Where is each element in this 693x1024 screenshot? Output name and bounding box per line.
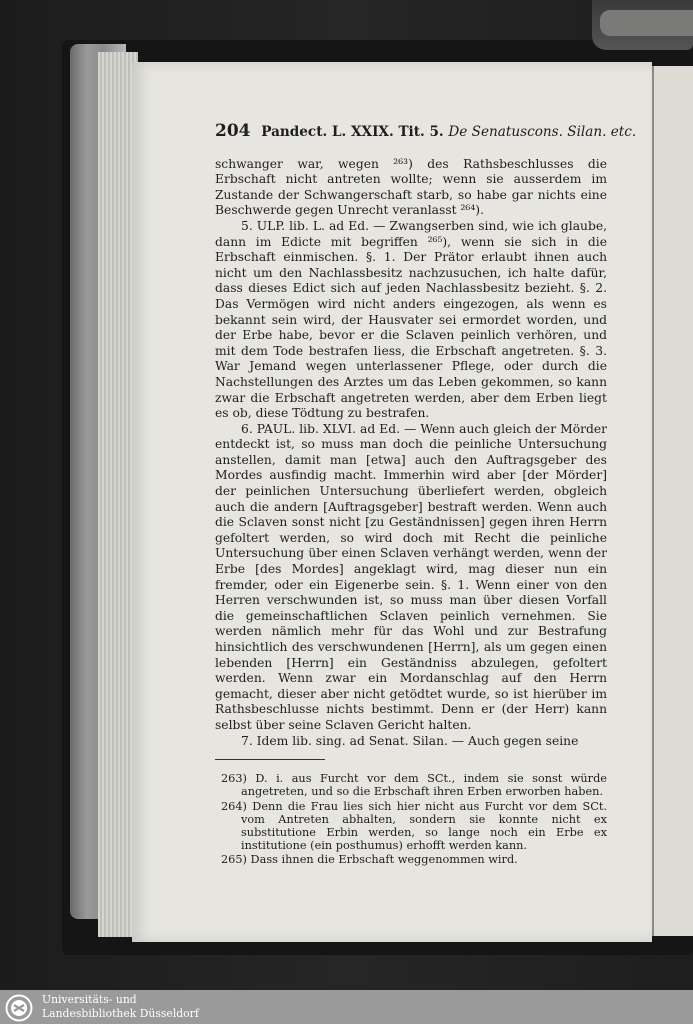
library-name-line2: Landesbibliothek Düsseldorf — [42, 1007, 199, 1020]
paragraph-continued: schwanger war, wegen ²⁶³) des Rathsbeschlusses die Erbschaft nicht antreten wollte; wenn sie ausserdem im Zustande der Schwangerschaft starb, so habe gar nichts eine Beschwerde gegen Unrecht veranlasst ²⁶⁴). — [215, 156, 607, 218]
cc-ulb-logo-icon — [5, 994, 33, 1022]
paragraph-ulp: 5. ULP. lib. L. ad Ed. — Zwangserben sind, wie ich glaube, dann im Edicte mit begriffen ²⁶⁵), wenn sie sich in die Erbschaft einmischen. §. 1. Der Prätor erlaubt ihnen auch nicht um den Nachlassbesitz nachzusuchen, ich halte dafür, dass dieses Edict sich auf jeden Nachlassbesitz bezieht. §. 2. Das Vermögen wird nicht anders eingezogen, als wenn es bekannt sein wird, der Hausvater sei ermordet worden, und der Erbe habe, bevor er die Sclaven peinlich verhören, und mit dem Tode bestrafen liess, die Erbschaft angetreten. §. 3. War Jemand wegen unterlassener Pflege, oder durch die Nachstellungen des Arztes um das Leben gekommen, so kann zwar die Erbschaft angetreten werden, aber dem Erben liegt es ob, diese Tödtung zu bestrafen. — [215, 218, 607, 421]
paragraph-idem: 7. Idem lib. sing. ad Senat. Silan. — Auch gegen seine — [241, 733, 579, 748]
running-title-italic: De Senatuscons. Silan. etc. — [448, 124, 637, 140]
library-name-line1: Universitäts- und — [42, 993, 137, 1006]
footnote-265: 265) Dass ihnen die Erbschaft weggenommen wird. — [221, 853, 518, 867]
running-title: Pandect. L. XXIX. Tit. 5. — [261, 124, 444, 140]
footnote-263: 263) D. i. aus Furcht vor dem SCt., indem sie sonst würde angetreten, und so die Erbschaft ihren Erben erworben haben. — [221, 772, 607, 799]
book-clasp-band — [600, 10, 693, 36]
page-text — [215, 121, 637, 868]
footnote-rule — [215, 759, 325, 760]
page-number: 204 — [215, 121, 251, 141]
running-head — [215, 121, 637, 141]
paragraph-paul: 6. PAUL. lib. XLVI. ad Ed. — Wenn auch gleich der Mörder entdeckt ist, so muss man doch die peinliche Untersuchung anstellen, damit man [etwa] auch den Auftragsgeber des Mordes ausfindig macht. Immerhin wird aber [der Mörder] der peinlichen Untersuchung überliefert werden, obgleich auch die andern [Auftragsgeber] bestraft werden. Wenn auch die Sclaven sonst nicht [zu Geständnissen] gegen ihren Herrn gefoltert werden, so wird doch mit Recht die peinliche Untersuchung über einen Sclaven verhängt werden, wenn der Erbe [des Mordes] angeklagt wird, mag dieser nun ein fremder, oder ein Eigenerbe sein. §. 1. Wenn einer von den Herren verschwunden ist, so muss man über diesen Vorfall die gemeinschaftlichen Sclaven peinlich vernehmen. Sie werden nämlich mehr für das Wohl und zur Bestrafung hinsichtlich des verschwundenen [Herrn], als um gegen einen lebenden [Herrn] ein Geständniss abzulegen, gefoltert werden. Wenn zwar ein Mordanschlag auf den Herrn gemacht, dieser aber nicht getödtet wurde, so ist hierüber im Rathsbeschlusse nichts bestimmt. Denn er (der Herr) kann selbst über seine Sclaven Gericht halten. — [215, 421, 607, 732]
footnote-264: 264) Denn die Frau lies sich hier nicht aus Furcht vor dem SCt. vom Antreten abhalten, sondern sie konnte nicht ex substitutione Erbin werden, so lange noch ein Erbe ex institutione (ein posthumus) erhofft werden kann. — [221, 799, 607, 853]
facing-page-edge — [652, 66, 693, 936]
